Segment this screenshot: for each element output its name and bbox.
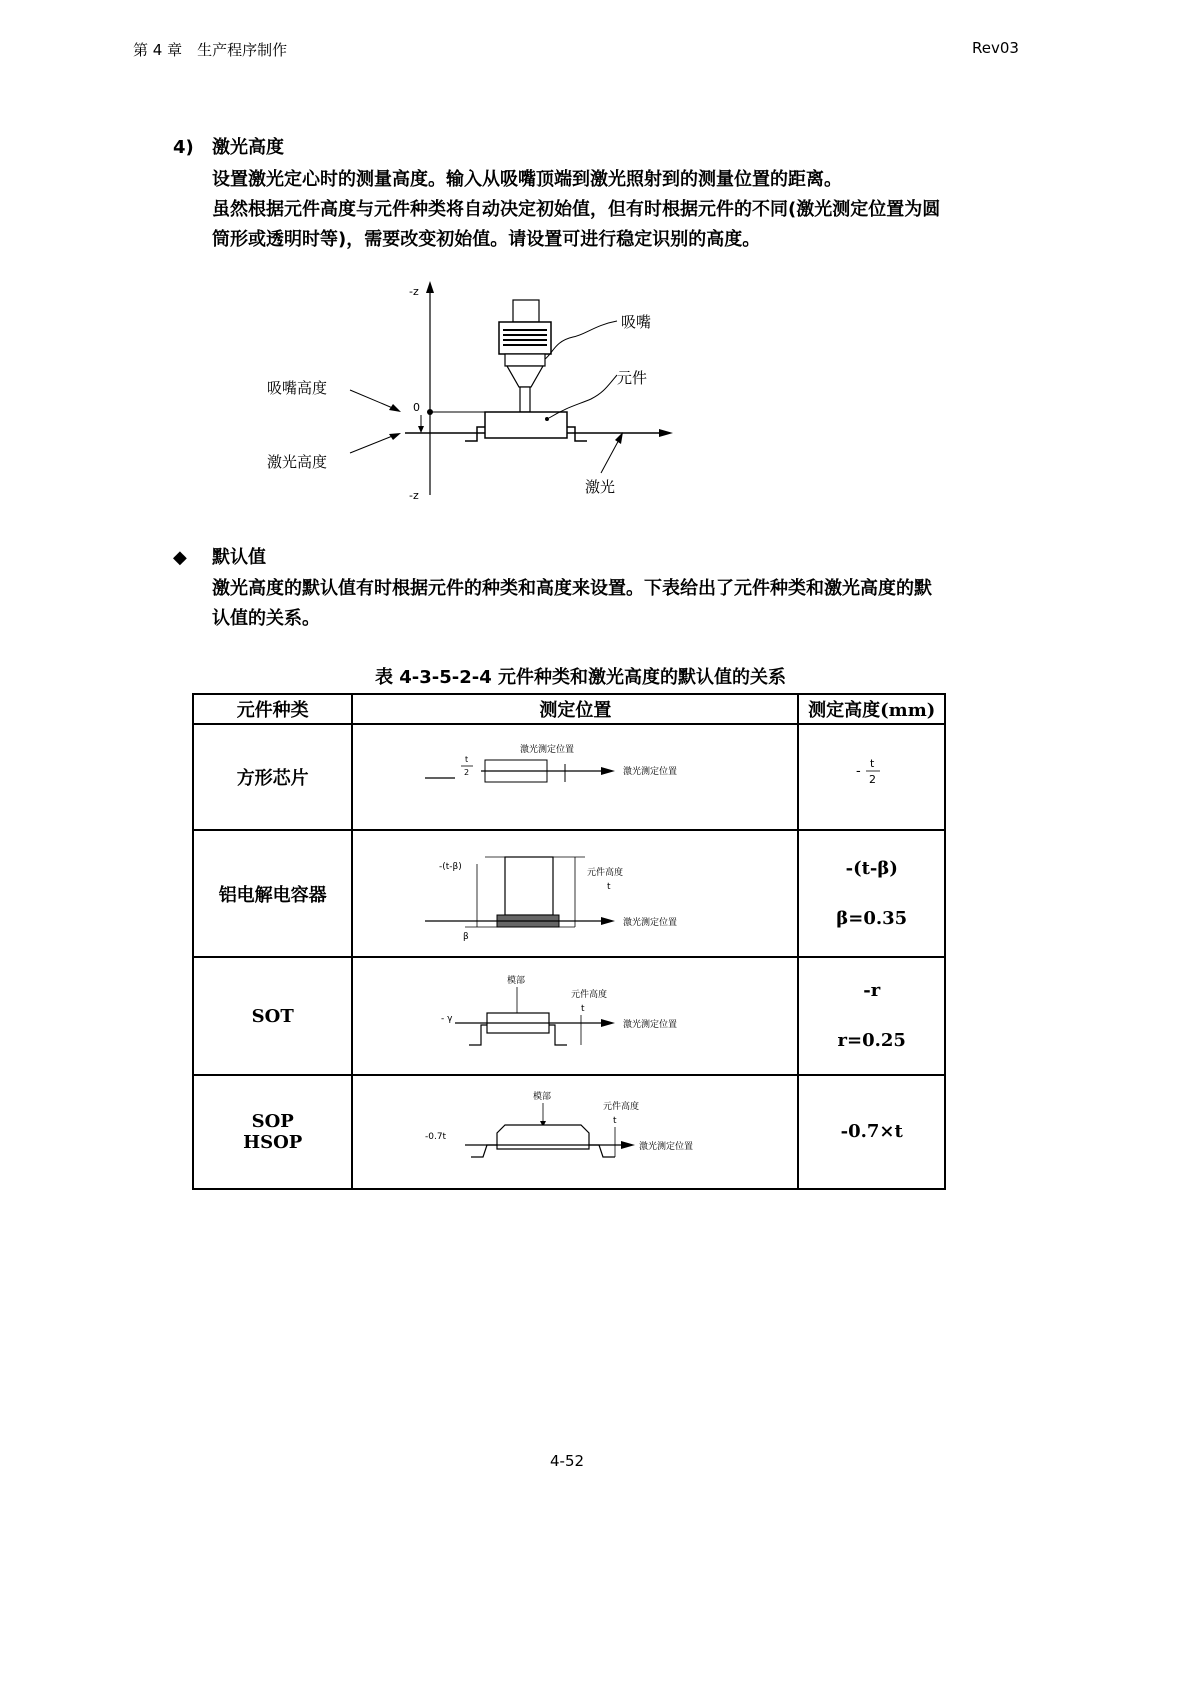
position-diagram-cell <box>352 957 798 1075</box>
svg-text:t: t <box>869 757 875 770</box>
svg-text:t: t <box>465 755 469 764</box>
svg-text:激光测定位置: 激光测定位置 <box>623 1020 678 1030</box>
section-paragraph-2a: 虽然根据元件高度与元件种类将自动决定初始值，但有时根据元件的不同(激光测定位置为圆 <box>212 199 941 220</box>
default-line-2: 认值的关系。 <box>212 608 320 629</box>
height-square-chip <box>798 724 945 830</box>
table-row <box>193 1075 945 1189</box>
type-sot: SOT <box>193 957 352 1075</box>
svg-text:元件高度: 元件高度 <box>603 1102 640 1112</box>
svg-text:-: - <box>855 764 861 779</box>
laser-height-label: 激光高度 <box>267 453 328 471</box>
table-row <box>193 830 945 957</box>
sot-diagram <box>425 969 725 1059</box>
relation-table <box>192 693 946 1190</box>
page-number: 4-52 <box>550 1452 585 1470</box>
header-position: 测定位置 <box>352 694 798 724</box>
laser-height-diagram <box>255 275 695 510</box>
svg-text:β: β <box>463 932 470 942</box>
z-bottom-label: -z <box>409 489 419 502</box>
table-row <box>193 724 945 830</box>
svg-text:-0.7t: -0.7t <box>425 1132 447 1142</box>
nozzle-height-label: 吸嘴高度 <box>267 379 328 397</box>
type-capacitor: 铝电解电容器 <box>193 830 352 957</box>
square-chip-diagram <box>425 740 725 810</box>
svg-text:t: t <box>613 1116 617 1126</box>
revision-label: Rev03 <box>972 39 1019 57</box>
position-diagram-cell <box>352 830 798 957</box>
type-square-chip: 方形芯片 <box>193 724 352 830</box>
capacitor-diagram <box>425 839 725 944</box>
section-paragraph-1: 设置激光定心时的测量高度。输入从吸嘴顶端到激光照射到的测量位置的距离。 <box>212 169 842 190</box>
nozzle-cone <box>507 366 543 387</box>
nozzle-label: 吸嘴 <box>621 313 652 331</box>
table-header-row <box>193 694 945 724</box>
svg-text:激光测定位置: 激光测定位置 <box>639 1142 694 1152</box>
section-paragraph-2b: 筒形或透明时等)，需要改变初始值。请设置可进行稳定识别的高度。 <box>212 229 761 250</box>
svg-text:元件高度: 元件高度 <box>587 868 624 878</box>
svg-text:激光测定位置: 激光测定位置 <box>623 767 678 777</box>
header-height: 测定高度(mm) <box>798 694 945 724</box>
svg-text:激光测定位置: 激光测定位置 <box>520 745 575 755</box>
nozzle-tip <box>520 387 530 412</box>
chapter-header: 第 4 章 生产程序制作 <box>133 41 288 59</box>
svg-text:模部: 模部 <box>507 976 526 986</box>
svg-text:-(t-β): -(t-β) <box>439 862 463 872</box>
type-sop: SOP HSOP <box>193 1075 352 1189</box>
height-sot: -r r=0.25 <box>798 957 945 1075</box>
svg-text:- γ: - γ <box>441 1014 453 1024</box>
header-type: 元件种类 <box>193 694 352 724</box>
table-row <box>193 957 945 1075</box>
position-diagram-cell <box>352 724 798 830</box>
component-body <box>485 412 567 438</box>
section-number: 4) <box>173 137 194 158</box>
svg-text:t: t <box>607 882 611 892</box>
height-sop: -0.7×t <box>798 1075 945 1189</box>
svg-text:t: t <box>581 1004 585 1014</box>
z-top-label: -z <box>409 285 419 298</box>
table-caption: 表 4-3-5-2-4 元件种类和激光高度的默认值的关系 <box>375 667 787 688</box>
svg-text:激光测定位置: 激光测定位置 <box>623 918 678 928</box>
z-axis-arrow <box>426 281 434 293</box>
bullet-icon: ◆ <box>173 547 187 568</box>
position-diagram-cell <box>352 1075 798 1189</box>
svg-text:2: 2 <box>868 773 876 786</box>
svg-text:元件高度: 元件高度 <box>571 990 608 1000</box>
svg-text:模部: 模部 <box>533 1092 552 1102</box>
nozzle-holder <box>513 300 539 322</box>
sop-diagram <box>425 1085 725 1175</box>
section-title: 激光高度 <box>212 137 284 158</box>
part-label: 元件 <box>617 369 648 387</box>
height-capacitor: -(t-β) β=0.35 <box>798 830 945 957</box>
default-title: 默认值 <box>212 547 266 568</box>
svg-text:2: 2 <box>464 768 470 777</box>
laser-label: 激光 <box>585 478 616 496</box>
zero-label: 0 <box>413 401 420 414</box>
default-line-1: 激光高度的默认值有时根据元件的种类和高度来设置。下表给出了元件种类和激光高度的默 <box>212 578 932 599</box>
